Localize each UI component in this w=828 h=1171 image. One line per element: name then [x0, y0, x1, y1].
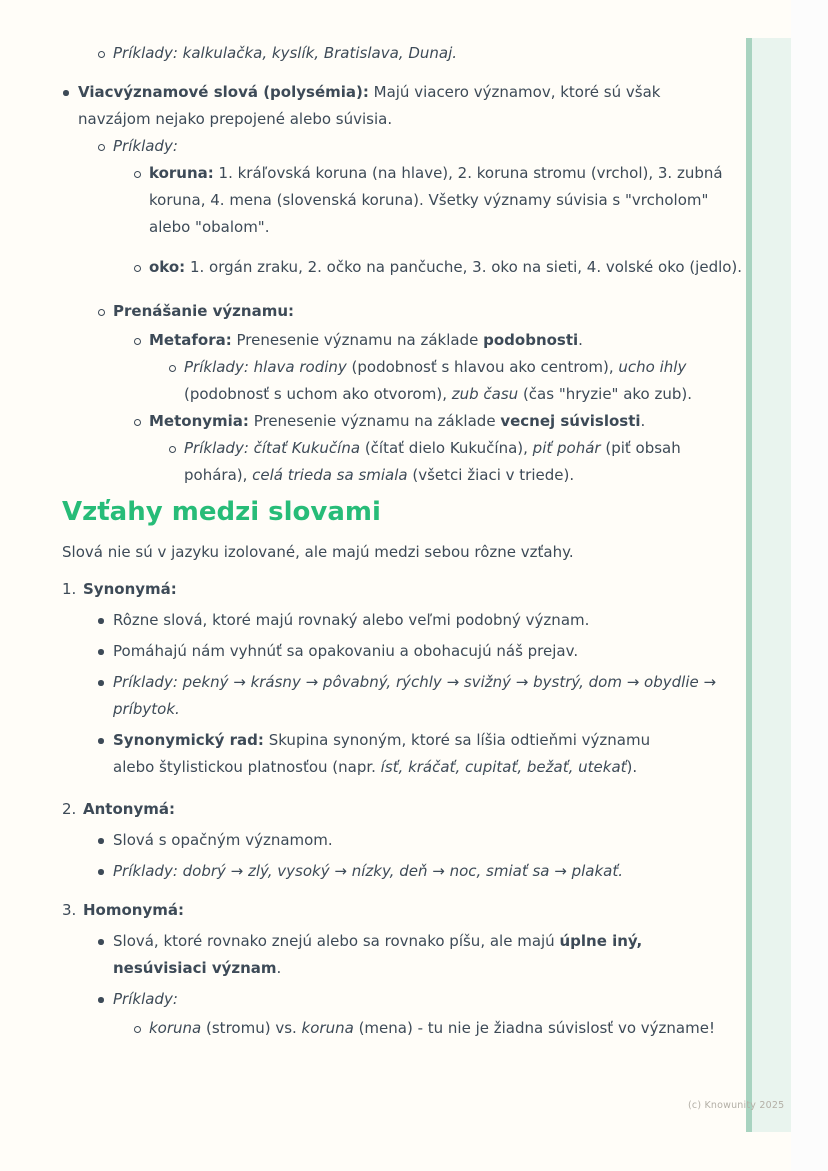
bullet-circle-icon: [97, 298, 113, 325]
list-item: [0, 133, 752, 160]
list-item: [0, 827, 752, 854]
side-accent-band: [752, 38, 791, 1132]
numbered-item-title: [83, 796, 752, 823]
text-run: ).: [626, 758, 638, 776]
list-item-text: [113, 928, 725, 982]
list-item: [0, 669, 752, 723]
text-run: oko:: [149, 258, 186, 276]
text-run: podobnosti: [483, 331, 579, 349]
bullet-circle-icon: [97, 40, 113, 67]
text-run: (mena) - tu nie je žiadna súvislosť vo význame!: [358, 1019, 715, 1037]
text-run: (podobnosť s uchom ako otvorom),: [184, 385, 452, 403]
list-item-text: [113, 727, 693, 781]
numbered-item-title: [83, 897, 752, 924]
bullet-circle-icon: [168, 435, 184, 489]
list-item-text: [149, 1015, 723, 1042]
bullet-disc-icon: [97, 638, 113, 665]
list-item: [0, 79, 752, 133]
list-item-text: [113, 986, 752, 1013]
text-run: (piť obsah pohára),: [184, 439, 681, 484]
numbered-item: [0, 576, 752, 603]
text-run: ucho ihly: [618, 358, 687, 376]
text-run: Synonymá:: [83, 580, 177, 598]
text-run: Prenášanie významu:: [113, 302, 295, 320]
text-run: Metafora:: [149, 331, 232, 349]
text-run: 1. kráľovská koruna (na hlave), 2. koruna stromu (vrchol), 3. zubná koruna, 4. mena (slovenská koruna). Všetky významy súvisia s "vrcholom" alebo "obalom".: [149, 164, 723, 236]
list-item-text: [113, 40, 752, 67]
list-item: [0, 928, 752, 982]
bullet-circle-icon: [133, 1015, 149, 1042]
intro-paragraph: Slová nie sú v jazyku izolované, ale majú medzi sebou rôzne vzťahy.: [62, 543, 574, 561]
bullet-disc-icon: [97, 727, 113, 781]
list-item: [0, 1015, 752, 1042]
list-item: [0, 298, 752, 325]
text-run: koruna:: [149, 164, 214, 182]
bullet-disc-icon: [97, 827, 113, 854]
text-run: (stromu) vs.: [206, 1019, 302, 1037]
list-item: [0, 986, 752, 1013]
watermark: (c) Knowunity 2025: [688, 1100, 785, 1111]
bullet-circle-icon: [133, 408, 149, 435]
list-item-text: [149, 327, 752, 354]
text-run: Príklady:: [113, 137, 178, 155]
bullet-disc-icon: [97, 858, 113, 885]
numbered-item: [0, 796, 752, 823]
text-run: Metonymia:: [149, 412, 249, 430]
text-run: Viacvýznamové slová (polysémia):: [78, 83, 369, 101]
text-run: Pomáhajú nám vyhnúť sa opakovaniu a obohacujú náš prejav.: [113, 642, 579, 660]
bullet-circle-icon: [133, 327, 149, 354]
list-item: [0, 254, 752, 281]
text-run: Synonymický rad:: [113, 731, 264, 749]
text-run: (podobnosť s hlavou ako centrom),: [351, 358, 619, 376]
bullet-disc-icon: [97, 607, 113, 634]
list-item: [0, 354, 752, 408]
text-run: Majú viacero významov, ktoré sú však navzájom nejako prepojené alebo súvisia.: [78, 83, 661, 128]
text-run: Skupina synoným, ktoré sa líšia odtieňmi významu alebo štylistickou platnosťou (napr.: [113, 731, 651, 776]
list-item-text: [149, 160, 731, 241]
document-content: [0, 40, 752, 1042]
list-item: [0, 40, 752, 67]
text-run: Príklady:: [113, 990, 178, 1008]
text-run: Príklady: čítať Kukučína: [184, 439, 365, 457]
list-item-text: [113, 607, 752, 634]
text-run: Homonymá:: [83, 901, 185, 919]
text-run: zub času: [451, 385, 523, 403]
text-run: 1. orgán zraku, 2. očko na pančuche, 3. oko na sieti, 4. volské oko (jedlo).: [185, 258, 743, 276]
text-run: Príklady: pekný → krásny → pôvabný, rýchly → svižný → bystrý, dom → obydlie → príbytok.: [113, 673, 717, 718]
text-run: Antonymá:: [83, 800, 175, 818]
number-label: 3.: [62, 901, 77, 919]
list-item-text: [149, 408, 752, 435]
text-run: (čas "hryzie" ako zub).: [522, 385, 693, 403]
text-run: (všetci žiaci v triede).: [412, 466, 575, 484]
bullet-circle-icon: [97, 133, 113, 160]
list-item: [0, 727, 752, 781]
text-run: Príklady: kalkulačka, kyslík, Bratislava, Dunaj.: [113, 44, 458, 62]
bullet-disc-icon: [62, 79, 78, 133]
text-run: ísť, kráčať, cupitať, bežať, utekať: [380, 758, 627, 776]
list-item: [0, 607, 752, 634]
page-right-margin: [791, 0, 828, 1171]
section-heading: Vzťahy medzi slovami: [62, 497, 381, 527]
list-item-text: [113, 638, 752, 665]
text-run: celá trieda sa smiala: [252, 466, 413, 484]
list-item: [0, 327, 752, 354]
numbered-item-title: [83, 576, 752, 603]
list-item-text: [149, 254, 752, 281]
text-run: Slová s opačným významom.: [113, 831, 333, 849]
bullet-disc-icon: [97, 986, 113, 1013]
text-run: vecnej súvislosti: [500, 412, 641, 430]
text-run: .: [578, 331, 583, 349]
number-label: 1.: [62, 580, 77, 598]
numbered-item: [0, 897, 752, 924]
text-run: Prenesenie významu na základe: [248, 412, 501, 430]
list-item-text: [184, 354, 732, 408]
text-run: (čítať dielo Kukučína),: [364, 439, 533, 457]
list-item: [0, 638, 752, 665]
bullet-circle-icon: [133, 160, 149, 241]
bullet-circle-icon: [133, 254, 149, 281]
text-run: Príklady: dobrý → zlý, vysoký → nízky, deň → noc, smiať sa → plakať.: [113, 862, 623, 880]
text-run: Rôzne slová, ktoré majú rovnaký alebo veľmi podobný význam.: [113, 611, 590, 629]
text-run: .: [640, 412, 646, 430]
list-item-text: [113, 858, 752, 885]
list-item-text: [184, 435, 746, 489]
list-item-text: [78, 79, 696, 133]
bullet-circle-icon: [168, 354, 184, 408]
text-run: Prenesenie významu na základe: [231, 331, 484, 349]
list-item-text: [113, 827, 752, 854]
text-run: Príklady: hlava rodiny: [184, 358, 352, 376]
text-run: koruna: [301, 1019, 359, 1037]
list-item-text: [113, 669, 728, 723]
list-item: [0, 435, 752, 489]
text-run: koruna: [149, 1019, 207, 1037]
list-item-text: [113, 298, 752, 325]
list-item: [0, 858, 752, 885]
text-run: .: [276, 959, 282, 977]
bullet-disc-icon: [97, 928, 113, 982]
text-run: úplne iný, nesúvisiaci význam: [113, 932, 643, 977]
number-label: 2.: [62, 800, 77, 818]
list-item-text: [113, 133, 752, 160]
text-run: piť pohár: [532, 439, 606, 457]
bullet-disc-icon: [97, 669, 113, 723]
text-run: Slová, ktoré rovnako znejú alebo sa rovnako píšu, ale majú: [113, 932, 560, 950]
list-item: [0, 160, 752, 241]
list-item: [0, 408, 752, 435]
